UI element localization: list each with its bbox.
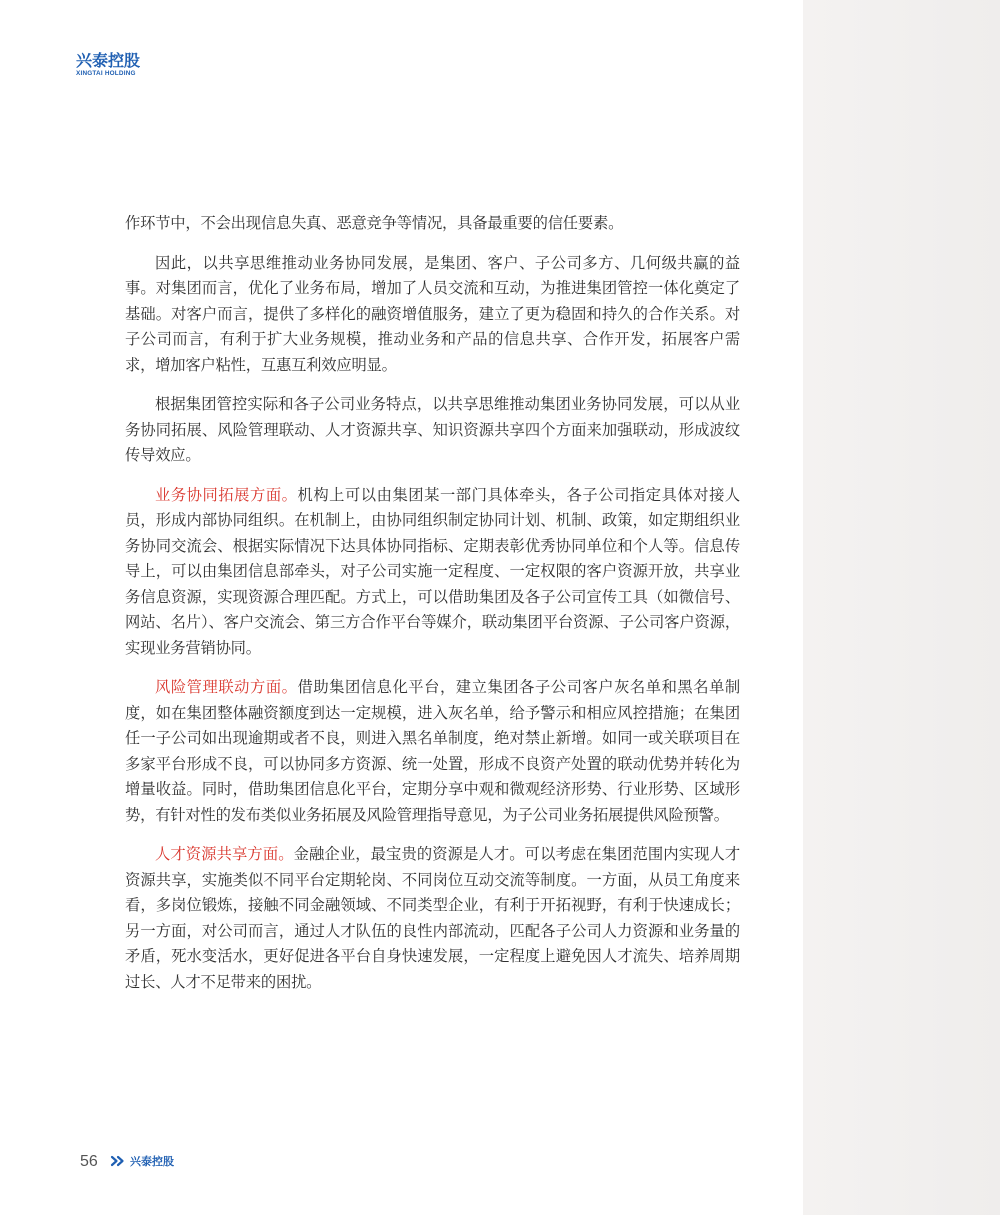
section-heading-talent-sharing: 人才资源共享方面。 — [155, 845, 294, 863]
paragraph-3 — [125, 392, 740, 469]
paragraph-2-text: 因此，以共享思维推动业务协同发展，是集团、客户、子公司多方、几何级共赢的益事。对集团而言，优化了业务布局，增加了人员交流和互动，为推进集团管控一体化奠定了基础。对客户而言，提供了多样化的融资增值服务，建立了更为稳固和持久的合作关系。对子公司而言，有利于扩大业务规模，推动业务和产品的信息共享、合作开发，拓展客户需求，增加客户粘性，互惠互利效应明显。 — [125, 253, 740, 374]
paragraph-3-text: 根据集团管控实际和各子公司业务特点，以共享思维推动集团业务协同发展，可以从业务协同拓展、风险管理联动、人才资源共享、知识资源共享四个方面来加强联动，形成波纹传导效应。 — [125, 395, 740, 464]
paragraph-business-synergy-text: 机构上可以由集团某一部门具体牵头，各子公司指定具体对接人员，形成内部协同组织。在机制上，由协同组织制定协同计划、机制、政策，如定期组织业务协同交流会、根据实际情况下达具体协同指标、定期表彰优秀协同单位和个人等。信息传导上，可以由集团信息部牵头，对子公司实施一定程度、一定权限的客户资源开放，共享业务信息资源，实现资源合理匹配。方式上，可以借助集团及各子公司宣传工具（如微信号、网站、名片）、客户交流会、第三方合作平台等媒介，联动集团平台资源、子公司客户资源，实现业务营销协同。 — [125, 485, 741, 657]
paragraph-risk-management — [125, 675, 740, 828]
paragraph-talent-sharing-text: 金融企业，最宝贵的资源是人才。可以考虑在集团范围内实现人才资源共享，实施类似不同平台定期轮岗、不同岗位互动交流等制度。一方面，从员工角度来看，多岗位锻炼，接触不同金融领域、不同类型企业，有利于开拓视野，有利于快速成长；另一方面，对公司而言，通过人才队伍的良性内部流动，匹配各子公司人力资源和业务量的矛盾，死水变活水，更好促进各平台自身快速发展，一定程度上避免因人才流失、培养周期过长、人才不足带来的困扰。 — [125, 845, 740, 991]
footer-brand: 兴泰控股 — [130, 1155, 174, 1168]
logo-subtext: XINGTAI HOLDING — [76, 70, 136, 77]
header-logo — [76, 52, 156, 82]
double-chevron-right-icon — [110, 1154, 126, 1168]
paragraph-1 — [125, 211, 740, 237]
article-body — [125, 211, 740, 1009]
paragraph-2 — [125, 251, 740, 379]
paragraph-1-text: 作环节中，不会出现信息失真、恶意竞争等情况，具备最重要的信任要素。 — [125, 214, 624, 232]
section-heading-risk-management: 风险管理联动方面。 — [155, 678, 298, 696]
page-edge-band — [803, 0, 1000, 1215]
paragraph-risk-management-text: 借助集团信息化平台，建立集团各子公司客户灰名单和黑名单制度，如在集团整体融资额度到达一定规模，进入灰名单，给予警示和相应风控措施；在集团任一子公司如出现逾期或者不良，则进入黑名单制度，绝对禁止新增。如同一或关联项目在多家平台形成不良，可以协同多方资源、统一处置，形成不良资产处置的联动优势并转化为增量收益。同时，借助集团信息化平台，定期分享中观和微观经济形势、行业形势、区域形势，有针对性的发布类似业务拓展及风险管理指导意见，为子公司业务拓展提供风险预警。 — [125, 678, 741, 824]
logo-text: 兴泰控股 — [76, 51, 141, 70]
paragraph-talent-sharing — [125, 842, 740, 995]
section-heading-business-synergy: 业务协同拓展方面。 — [155, 485, 298, 504]
page-number: 56 — [80, 1153, 98, 1170]
paragraph-business-synergy — [125, 483, 740, 662]
